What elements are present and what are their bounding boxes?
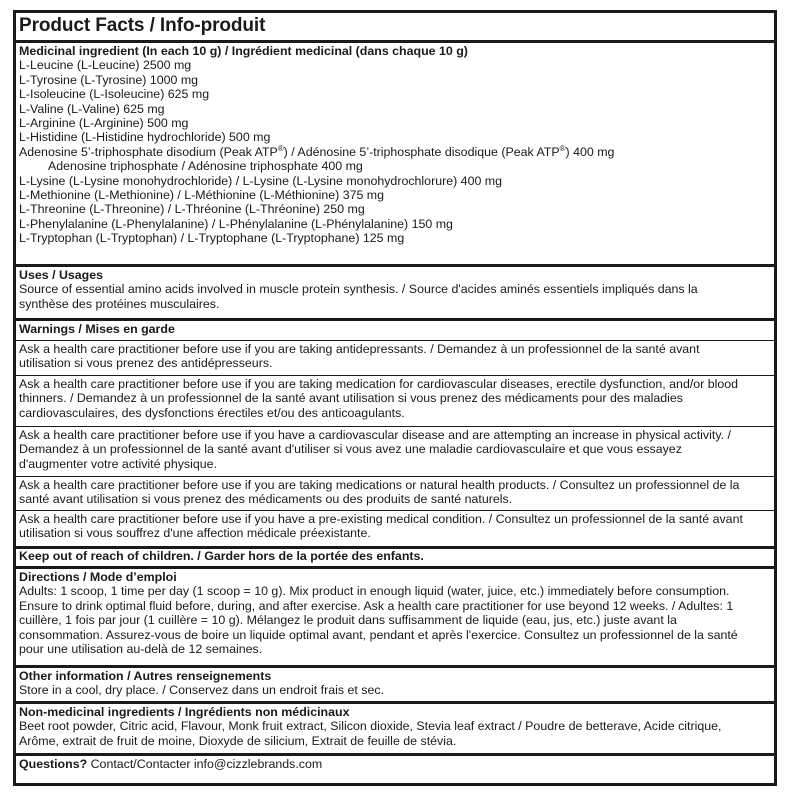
panel-title: Product Facts / Info-produit <box>19 15 266 36</box>
divider <box>16 510 774 511</box>
warning-line: Demandez à un professionnel de la santé avant d'utiliser si vous avez une maladie cardiovasculaire et que vous essayez <box>19 442 682 457</box>
warning-line: Ask a health care practitioner before use if you are taking antidepressants. / Demandez à un professionnel de la santé avant <box>19 342 700 356</box>
directions-line: cuillère, 1 fois par jour (1 cuillère = 10 g). Mélangez le produit dans suffisamment de liquide (eau, jus, etc.) juste avant la <box>19 613 677 628</box>
ingredient-line: L-Methionine (L-Methionine) / L-Méthionine (L-Méthionine) 375 mg <box>19 188 385 203</box>
divider <box>16 40 774 43</box>
warning-line: utilisation si vous prenez des antidépresseurs. <box>19 356 273 371</box>
warning-item <box>16 478 774 507</box>
ingredient-line: L-Threonine (L-Threonine) / L-Thréonine (L-Thréonine) 250 mg <box>19 202 365 217</box>
non-medicinal-section <box>16 705 774 748</box>
ingredient-line: L-Arginine (L-Arginine) 500 mg <box>19 116 189 131</box>
divider <box>16 426 774 427</box>
non-medicinal-heading: Non-medicinal ingredients / Ingrédients non médicinaux <box>19 705 350 719</box>
directions-heading: Directions / Mode d’emploi <box>19 570 177 584</box>
warning-line: Ask a health care practitioner before use if you have a pre-existing medical condition. / Consultez un professionnel de la santé avant <box>19 512 743 526</box>
non-medicinal-line: Beet root powder, Citric acid, Flavour, Monk fruit extract, Silicon dioxide, Stevia leaf extract / Poudre de betterave, Acide citrique, <box>19 719 722 734</box>
warning-line: Ask a health care practitioner before use if you are taking medications or natural health products. / Consultez un professionnel de la <box>19 478 740 492</box>
warning-line: Ask a health care practitioner before use if you have a cardiovascular disease and are attempting an increase in physical activity. / <box>19 428 731 442</box>
ingredient-line: L-Valine (L-Valine) 625 mg <box>19 101 165 116</box>
ingredient-line: Adenosine 5’-triphosphate disodium (Peak ATP®) / Adénosine 5’-triphosphate disodique (Peak ATP®) 400 mg <box>19 143 615 159</box>
medicinal-heading: Medicinal ingredient (In each 10 g) / Ingrédient medicinal (dans chaque 10 g) <box>19 44 468 58</box>
directions-line: pour une utilisation au-delà de 12 semaines. <box>19 642 263 657</box>
directions-section <box>16 570 774 656</box>
directions-line: Adults: 1 scoop, 1 time per day (1 scoop = 10 g). Mix product in enough liquid (water, juice, etc.) immediately before consumption. <box>19 584 730 599</box>
keep-out-notice: Keep out of reach of children. / Garder hors de la portée des enfants. <box>19 549 424 563</box>
ingredient-line: Adenosine triphosphate / Adénosine triphosphate 400 mg <box>48 159 363 174</box>
other-info-line: Store in a cool, dry place. / Conservez dans un endroit frais et sec. <box>19 683 385 698</box>
divider <box>16 566 774 569</box>
uses-line: Source of essential amino acids involved in muscle protein synthesis. / Source d'acides aminés essentiels impliqués dans la <box>19 282 698 297</box>
uses-line: synthèse des protéines musculaires. <box>19 296 220 311</box>
warning-line: thinners. / Demandez à un professionnel de la santé avant utilisation si vous prenez des médicaments pour des maladies <box>19 391 683 406</box>
uses-section <box>16 268 774 311</box>
warning-item <box>16 512 774 541</box>
warnings-heading: Warnings / Mises en garde <box>19 322 175 336</box>
questions-section <box>16 757 774 771</box>
warning-item <box>16 377 774 420</box>
other-info-heading: Other information / Autres renseignements <box>19 669 272 683</box>
divider <box>16 476 774 477</box>
ingredient-line: L-Tryptophan (L-Tryptophan) / L-Tryptophane (L-Tryptophane) 125 mg <box>19 231 405 246</box>
medicinal-section <box>16 44 774 246</box>
warning-line: d'augmenter votre activité physique. <box>19 456 217 471</box>
divider <box>16 753 774 756</box>
product-facts-panel <box>13 10 777 786</box>
divider <box>16 264 774 267</box>
divider <box>16 665 774 668</box>
divider <box>16 340 774 341</box>
warning-line: santé avant utilisation si vous prenez des médicaments ou des produits de santé naturels. <box>19 492 513 507</box>
divider <box>16 375 774 376</box>
warning-line: utilisation si vous souffrez d'une affection médicale préexistante. <box>19 526 371 541</box>
contact-email[interactable]: Contact/Contacter info@cizzlebrands.com <box>87 757 323 771</box>
ingredient-line: L-Leucine (L-Leucine) 2500 mg <box>19 58 192 73</box>
directions-line: Ensure to drink optimal fluid before, during, and after exercise. Ask a health care practitioner for use beyond 12 weeks. / Adultes: 1 <box>19 598 734 613</box>
ingredient-line: L-Lysine (L-Lysine monohydrochloride) / L-Lysine (L-Lysine monohydrochlorure) 400 mg <box>19 173 503 188</box>
divider <box>16 318 774 321</box>
ingredient-line: L-Tyrosine (L-Tyrosine) 1000 mg <box>19 72 199 87</box>
warning-line: cardiovasculaires, des dysfonctions érectiles et/ou des anticoagulants. <box>19 405 405 420</box>
directions-line: consommation. Assurez-vous de boire un liquide optimal avant, pendant et après l'exercice. Consultez un professionnel de la santé <box>19 627 738 642</box>
ingredient-line: L-Isoleucine (L-Isoleucine) 625 mg <box>19 87 210 102</box>
warning-item <box>16 428 774 471</box>
warning-line: Ask a health care practitioner before use if you are taking medication for cardiovascular diseases, erectile dysfunction, and/or blood <box>19 377 739 391</box>
non-medicinal-line: Arôme, extrait de fruit de moine, Dioxyde de silicium, Extrait de feuille de stévia. <box>19 733 457 748</box>
ingredient-line: L-Histidine (L-Histidine hydrochloride) 500 mg <box>19 130 271 145</box>
divider <box>16 701 774 704</box>
uses-heading: Uses / Usages <box>19 268 104 282</box>
warning-item <box>16 342 774 371</box>
ingredient-line: L-Phenylalanine (L-Phenylalanine) / L-Phénylalanine (L-Phénylalanine) 150 mg <box>19 216 453 231</box>
other-info-section <box>16 669 774 698</box>
questions-label: Questions? <box>19 757 88 771</box>
